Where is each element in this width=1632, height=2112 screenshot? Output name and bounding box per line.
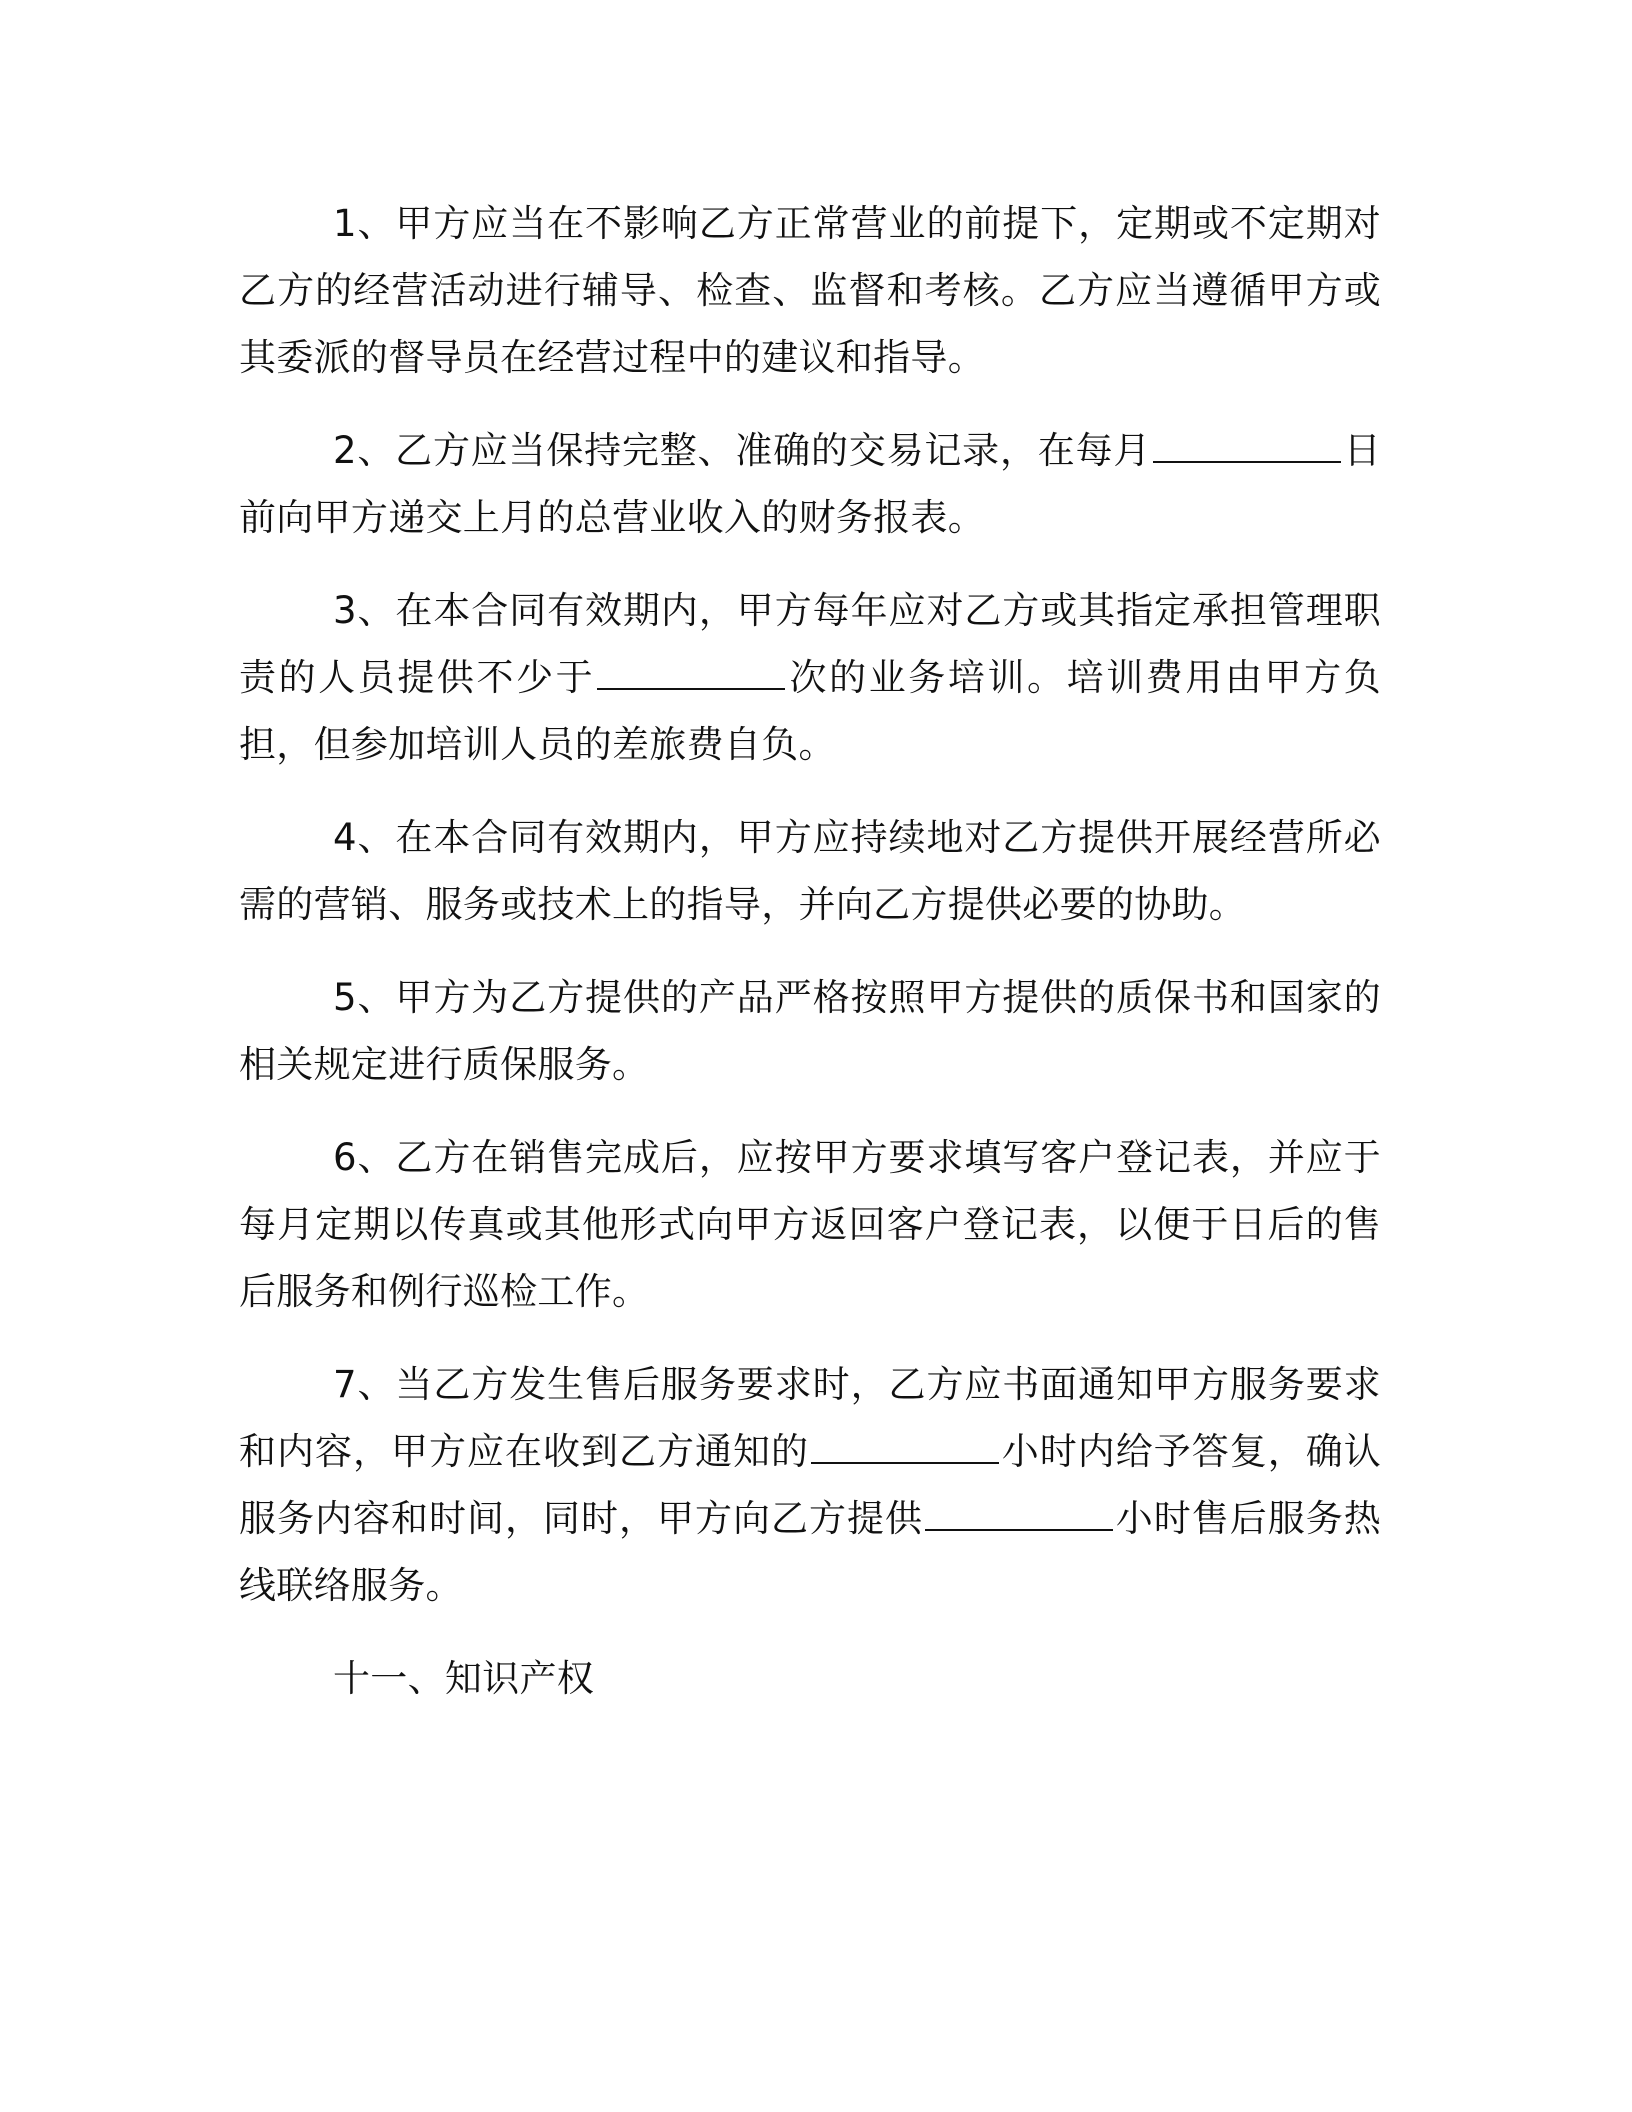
clause-1: [239, 190, 1381, 391]
fill-in-blank: [925, 1528, 1113, 1531]
clause-5-text: 5、甲方为乙方提供的产品严格按照甲方提供的质保书和国家的相关规定进行质保服务。: [239, 976, 1381, 1086]
clause-7-text-before: 7、当乙方发生售后服务要求时，乙方应书面通知甲方服务要求和内容，甲方应在收到乙方通知的: [239, 1363, 1381, 1473]
clause-4: [239, 804, 1381, 938]
clause-7-text-middle: 小时内给予答复，确认服务内容和时间，同时，甲方向乙方提供: [239, 1430, 1381, 1540]
clause-2: [239, 417, 1381, 551]
clause-2-text-after: 日前向甲方递交上月的总营业收入的财务报表。: [239, 429, 1381, 539]
clause-3-text-after: 次的业务培训。培训费用由甲方负担，但参加培训人员的差旅费自负。: [239, 656, 1381, 766]
clause-4-text: 4、在本合同有效期内，甲方应持续地对乙方提供开展经营所必需的营销、服务或技术上的指导，并向乙方提供必要的协助。: [239, 816, 1381, 926]
clause-7-text-after: 小时售后服务热线联络服务。: [239, 1497, 1381, 1607]
fill-in-blank: [1153, 460, 1341, 463]
document-body: [239, 190, 1381, 1712]
clause-3: [239, 577, 1381, 778]
clause-6-text: 6、乙方在销售完成后，应按甲方要求填写客户登记表，并应于每月定期以传真或其他形式向甲方返回客户登记表，以便于日后的售后服务和例行巡检工作。: [239, 1136, 1381, 1313]
clause-7: [239, 1351, 1381, 1619]
fill-in-blank: [811, 1461, 999, 1464]
clause-6: [239, 1124, 1381, 1325]
clause-5: [239, 964, 1381, 1098]
section-heading: 十一、知识产权: [333, 1657, 595, 1700]
clause-2-text-before: 2、乙方应当保持完整、准确的交易记录，在每月: [333, 429, 1152, 472]
clause-1-text: 1、甲方应当在不影响乙方正常营业的前提下，定期或不定期对乙方的经营活动进行辅导、检查、监督和考核。乙方应当遵循甲方或其委派的督导员在经营过程中的建议和指导。: [239, 202, 1381, 379]
fill-in-blank: [597, 687, 785, 690]
clause-3-text-before: 3、在本合同有效期内，甲方每年应对乙方或其指定承担管理职责的人员提供不少于: [239, 589, 1381, 699]
